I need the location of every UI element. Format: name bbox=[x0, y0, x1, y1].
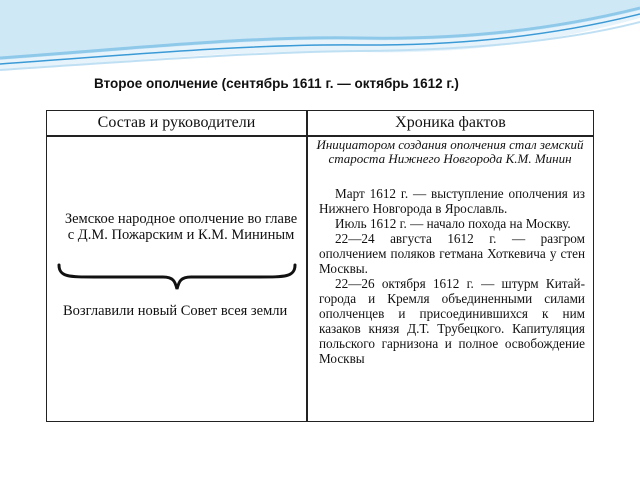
header-chronicle: Хроника фактов bbox=[395, 114, 506, 131]
chronicle-intro: Инициатором создания ополчения стал земский староста Нижнего Новгорода К.М. Минин bbox=[316, 137, 584, 166]
column-divider bbox=[306, 111, 308, 421]
curly-brace-icon bbox=[55, 263, 299, 291]
decorative-wave-header bbox=[0, 0, 640, 80]
event-item: 22—24 августа 1612 г. — разгром ополчением поляков гетмана Хоткевича у стен Москвы. bbox=[319, 231, 585, 276]
composition-text: Земское народное ополчение во главе с Д.М. Пожарским и К.М. Мининым bbox=[64, 211, 298, 243]
chronicle-events bbox=[319, 186, 585, 366]
page-title: Второе ополчение (сентябрь 1611 г. — октябрь 1612 г.) bbox=[94, 76, 459, 91]
header-composition: Состав и руководители bbox=[97, 114, 256, 131]
event-item: 22—26 октября 1612 г. — штурм Китай-города и Кремля объединенными силами ополченцев и присоединившихся к ним казаков князя Д.Т. Трубецкого. Капитуляция польского гарнизона и полное освобождение Москвы bbox=[319, 276, 585, 366]
event-item: Июль 1612 г. — начало похода на Москву. bbox=[335, 216, 571, 231]
facts-table bbox=[46, 110, 594, 422]
event-item: Март 1612 г. — выступление ополчения из Нижнего Новгорода в Ярославль. bbox=[319, 186, 585, 216]
council-text: Возглавили новый Совет всея земли bbox=[63, 303, 288, 319]
